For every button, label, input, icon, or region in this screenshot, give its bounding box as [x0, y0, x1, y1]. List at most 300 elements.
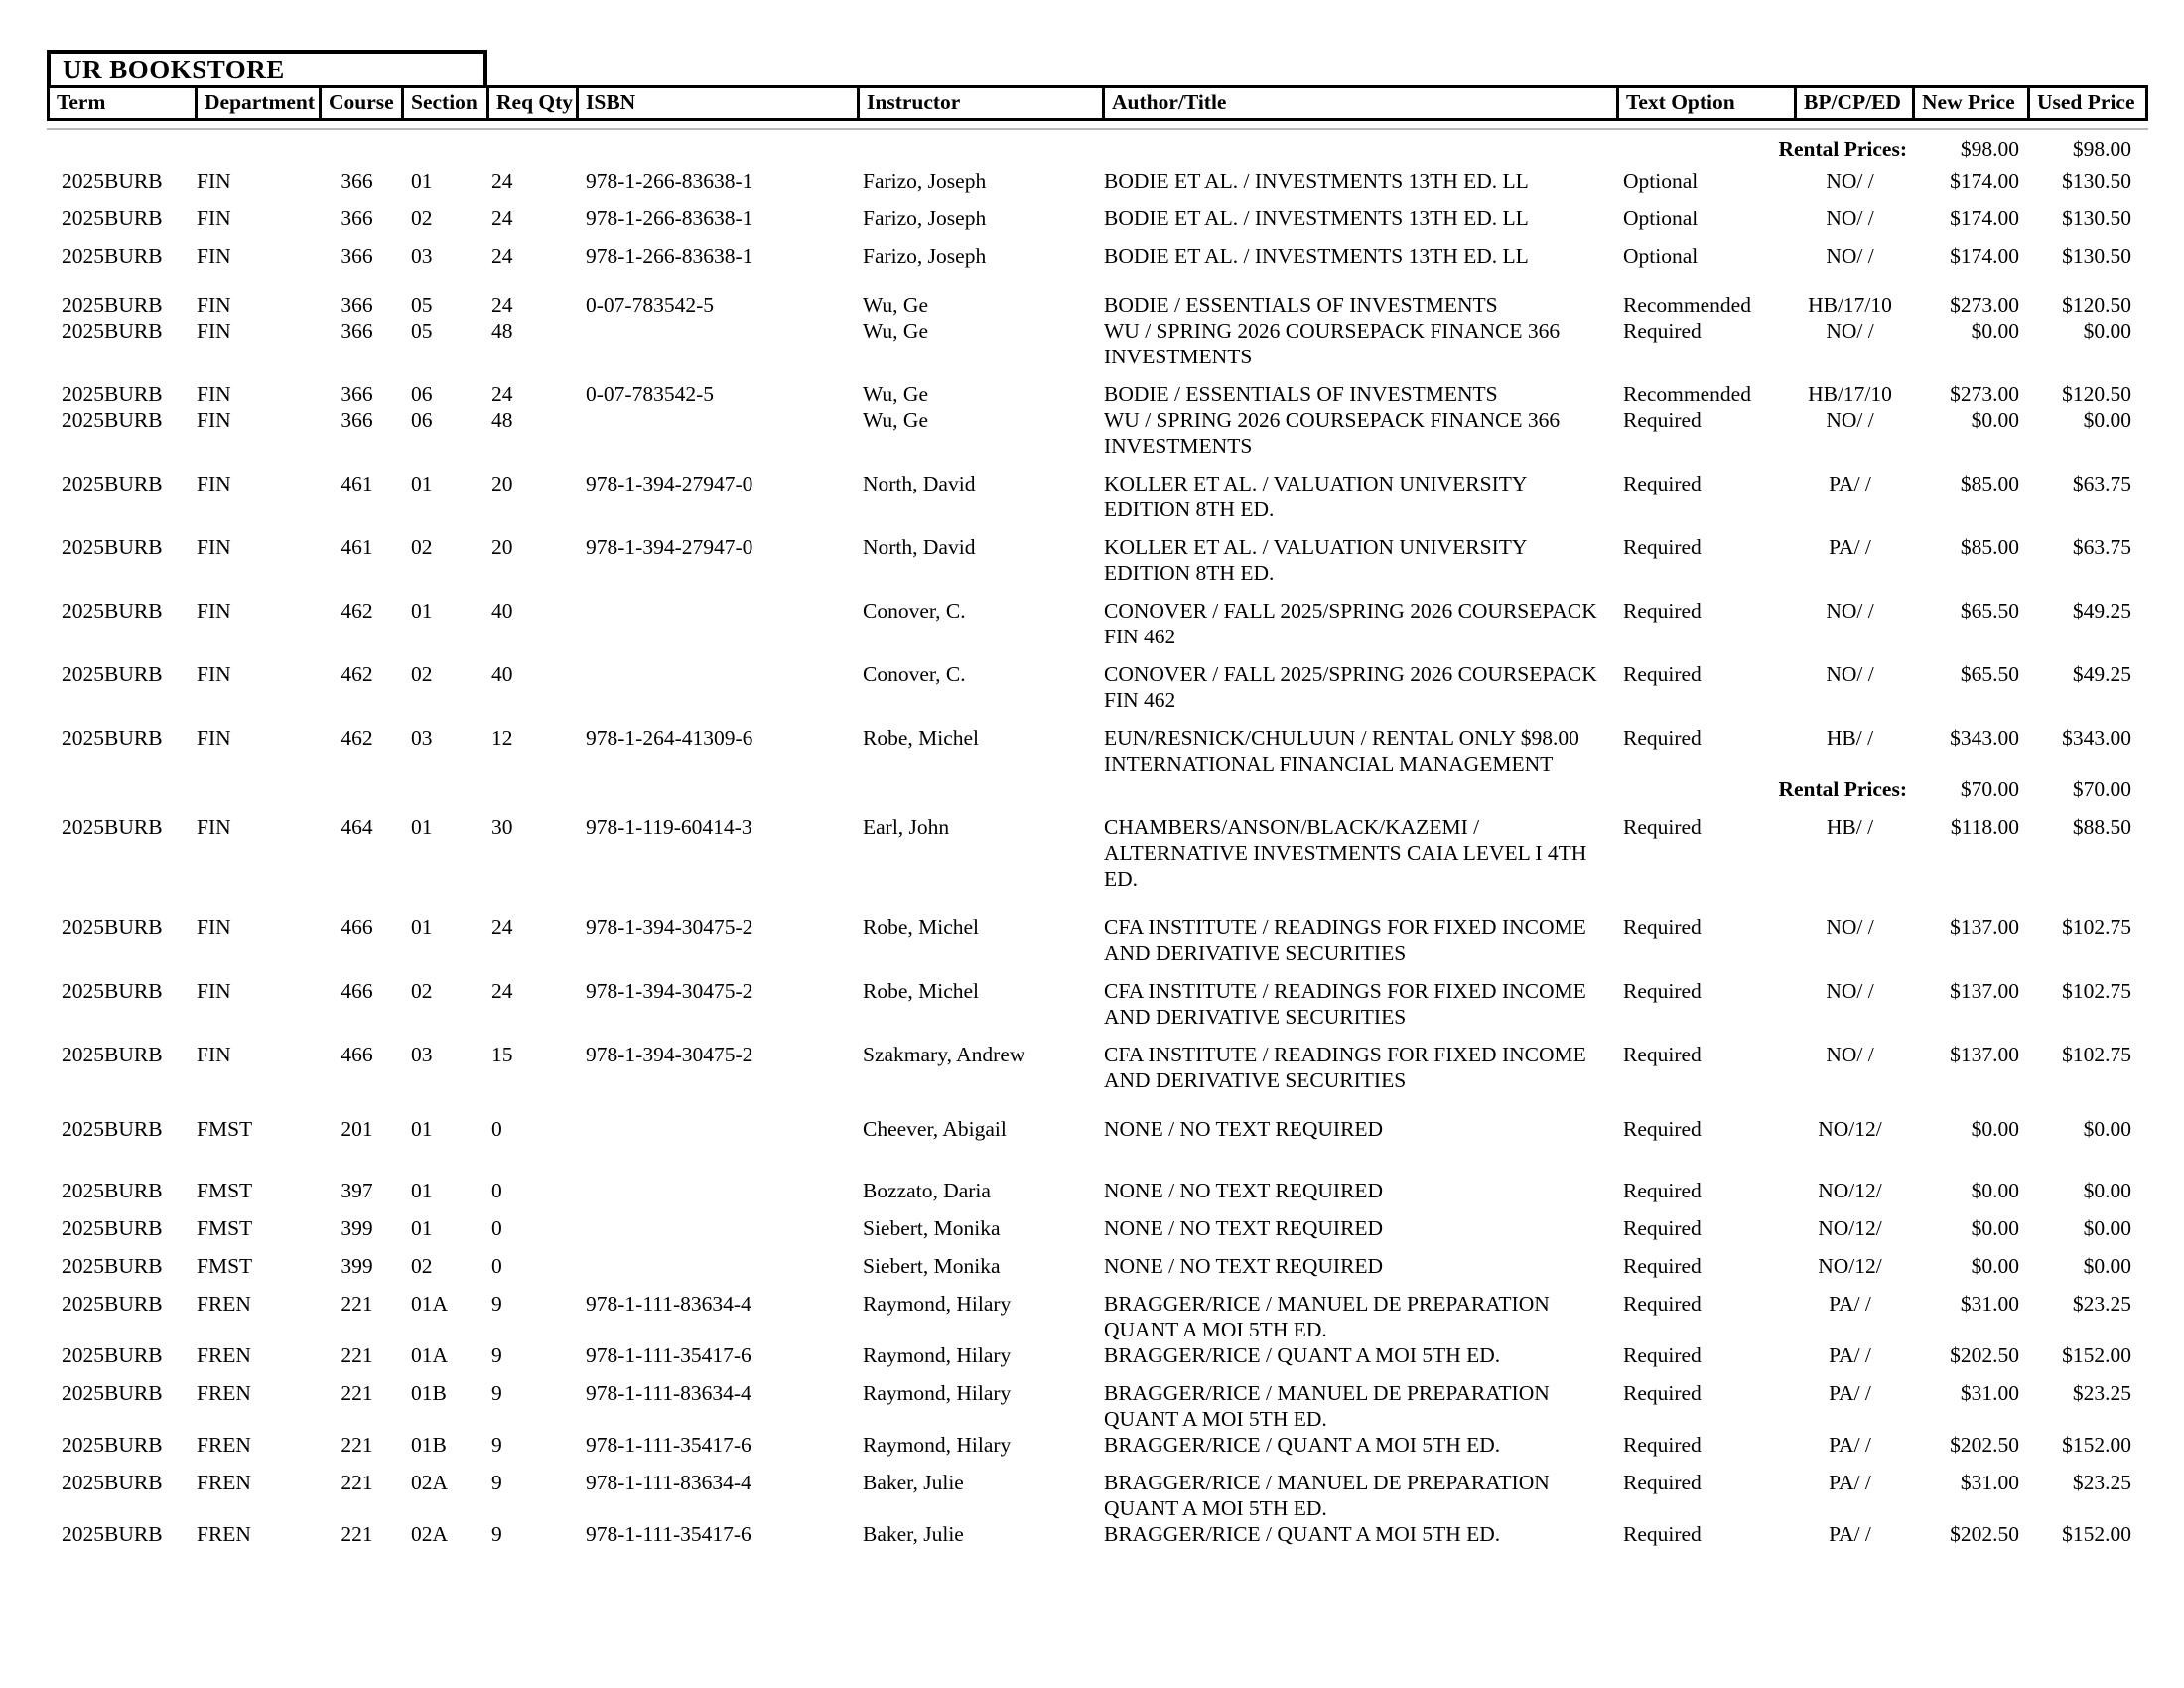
cell-isbn	[573, 661, 854, 713]
cell-course: 221	[341, 1522, 373, 1546]
course-group	[47, 381, 2148, 459]
cell-course: 221	[341, 1471, 373, 1494]
cell-qty: 0	[491, 1179, 502, 1202]
cell-used: $0.00	[2083, 1216, 2131, 1240]
cell-isbn: 978-1-394-27947-0	[586, 535, 753, 559]
cell-qty: 24	[491, 244, 513, 268]
cell-option: Required	[1623, 1381, 1702, 1405]
column-header-isbn: ISBN	[576, 88, 857, 118]
cell-instructor: Earl, John	[863, 815, 950, 839]
cell-new: $0.00	[1971, 319, 2019, 343]
cell-option: Required	[1623, 535, 1702, 559]
course-group	[47, 136, 2148, 162]
cell-bp: NO/ /	[1826, 662, 1874, 686]
book-row	[47, 1215, 2148, 1241]
cell-option: Required	[1623, 408, 1702, 432]
cell-term: 2025BURB	[62, 207, 163, 230]
cell-course: 399	[341, 1216, 373, 1240]
cell-bp: NO/ /	[1826, 1043, 1874, 1066]
cell-new: $118.00	[1950, 815, 2019, 839]
cell-dept: FMST	[197, 1216, 253, 1240]
cell-used: $23.25	[2072, 1471, 2131, 1494]
cell-term: 2025BURB	[62, 979, 163, 1003]
column-header-new-price: New Price	[1912, 88, 2027, 118]
cell-dept: FIN	[197, 244, 231, 268]
book-row	[47, 1470, 2148, 1521]
cell-option: Required	[1623, 662, 1702, 686]
cell-title: WU / SPRING 2026 COURSEPACK FINANCE 366 INVESTMENTS	[1104, 319, 1561, 368]
cell-dept: FIN	[197, 815, 231, 839]
cell-term: 2025BURB	[62, 1381, 163, 1405]
cell-section: 01	[411, 472, 433, 495]
course-group	[47, 1380, 2148, 1458]
cell-qty: 9	[491, 1471, 502, 1494]
cell-used: $102.75	[2062, 915, 2131, 939]
book-row	[47, 243, 2148, 269]
cell-qty: 0	[491, 1117, 502, 1141]
course-group	[47, 776, 2148, 802]
cell-course: 462	[341, 726, 373, 750]
cell-bp: PA/ /	[1829, 1471, 1871, 1494]
cell-course: 466	[341, 1043, 373, 1066]
cell-instructor: Robe, Michel	[863, 726, 980, 750]
cell-used: $0.00	[2083, 319, 2131, 343]
cell-isbn: 978-1-266-83638-1	[586, 207, 753, 230]
cell-title: KOLLER ET AL. / VALUATION UNIVERSITY EDITION 8TH ED.	[1104, 472, 1527, 521]
cell-dept: FMST	[197, 1117, 253, 1141]
cell-bp: PA/ /	[1829, 1292, 1871, 1316]
cell-course: 366	[341, 382, 373, 406]
cell-new: $85.00	[1960, 535, 2019, 559]
cell-option: Required	[1623, 1043, 1702, 1066]
cell-used: $152.00	[2062, 1433, 2131, 1457]
cell-title: CONOVER / FALL 2025/SPRING 2026 COURSEPACK FIN 462	[1104, 599, 1597, 648]
cell-instructor: Robe, Michel	[863, 915, 980, 939]
cell-option: Required	[1623, 1117, 1702, 1141]
cell-instructor: Baker, Julie	[863, 1471, 964, 1494]
cell-isbn: 978-1-264-41309-6	[586, 726, 753, 750]
cell-dept: FIN	[197, 293, 231, 317]
cell-bp: NO/12/	[1818, 1117, 1882, 1141]
course-group	[47, 1178, 2148, 1203]
cell-new: $174.00	[1950, 169, 2019, 193]
cell-qty: 20	[491, 535, 513, 559]
course-group	[47, 471, 2148, 522]
cell-bp: NO/ /	[1826, 599, 1874, 623]
cell-section: 02	[411, 207, 433, 230]
cell-bp: PA/ /	[1829, 1381, 1871, 1405]
cell-section: 01	[411, 599, 433, 623]
cell-instructor: Siebert, Monika	[863, 1216, 1001, 1240]
cell-section: 01	[411, 1117, 433, 1141]
cell-section: 01	[411, 1179, 433, 1202]
cell-title: CFA INSTITUTE / READINGS FOR FIXED INCOME AND DERIVATIVE SECURITIES	[1104, 1043, 1586, 1092]
cell-dept: FREN	[197, 1343, 251, 1367]
cell-isbn: 978-1-394-27947-0	[586, 472, 753, 495]
cell-used: $152.00	[2062, 1343, 2131, 1367]
course-group	[47, 1116, 2148, 1142]
cell-course: 462	[341, 662, 373, 686]
cell-qty: 9	[491, 1433, 502, 1457]
cell-isbn: 0-07-783542-5	[586, 293, 714, 317]
cell-instructor: Raymond, Hilary	[863, 1433, 1012, 1457]
cell-new: $85.00	[1960, 472, 2019, 495]
cell-section: 01	[411, 169, 433, 193]
cell-isbn: 978-1-394-30475-2	[586, 915, 753, 939]
rental-prices-row	[47, 136, 2148, 162]
cell-new: $343.00	[1950, 726, 2019, 750]
cell-dept: FREN	[197, 1522, 251, 1546]
cell-instructor: Bozzato, Daria	[863, 1179, 991, 1202]
cell-isbn	[573, 1178, 854, 1203]
cell-qty: 0	[491, 1216, 502, 1240]
cell-bp: NO/ /	[1826, 915, 1874, 939]
cell-term: 2025BURB	[62, 472, 163, 495]
course-group	[47, 725, 2148, 776]
cell-isbn: 978-1-266-83638-1	[586, 244, 753, 268]
cell-new: $0.00	[1971, 1216, 2019, 1240]
cell-bp: PA/ /	[1829, 1343, 1871, 1367]
cell-rental-new-price: $70.00	[1960, 777, 2019, 801]
cell-option: Required	[1623, 726, 1702, 750]
cell-qty: 24	[491, 169, 513, 193]
cell-title: CHAMBERS/ANSON/BLACK/KAZEMI / ALTERNATIVE INVESTMENTS CAIA LEVEL I 4TH ED.	[1104, 815, 1587, 891]
cell-option: Required	[1623, 1471, 1702, 1494]
cell-bp: HB/ /	[1826, 815, 1874, 839]
cell-new: $31.00	[1960, 1471, 2019, 1494]
course-group	[47, 1042, 2148, 1093]
rental-prices-row	[47, 776, 2148, 802]
cell-dept: FIN	[197, 599, 231, 623]
course-group	[47, 661, 2148, 713]
course-group	[47, 292, 2148, 369]
cell-option: Required	[1623, 599, 1702, 623]
cell-option: Recommended	[1623, 293, 1751, 317]
cell-instructor: Wu, Ge	[863, 293, 929, 317]
cell-bp: NO/12/	[1818, 1254, 1882, 1278]
book-row	[47, 381, 2148, 407]
cell-isbn	[573, 318, 854, 369]
book-row	[47, 206, 2148, 231]
cell-qty: 0	[491, 1254, 502, 1278]
cell-bp: PA/ /	[1829, 1433, 1871, 1457]
cell-section: 06	[411, 408, 433, 432]
cell-isbn	[573, 1215, 854, 1241]
cell-bp: HB/17/10	[1808, 382, 1892, 406]
cell-title: BODIE ET AL. / INVESTMENTS 13TH ED. LL	[1104, 244, 1529, 268]
cell-dept: FREN	[197, 1471, 251, 1494]
cell-term: 2025BURB	[62, 535, 163, 559]
cell-qty: 30	[491, 815, 513, 839]
table-header-row	[47, 85, 2148, 121]
cell-term: 2025BURB	[62, 293, 163, 317]
cell-term: 2025BURB	[62, 408, 163, 432]
cell-section: 02A	[411, 1471, 449, 1494]
cell-option: Required	[1623, 1292, 1702, 1316]
cell-bp: HB/ /	[1826, 726, 1874, 750]
cell-course: 366	[341, 293, 373, 317]
cell-section: 03	[411, 726, 433, 750]
cell-qty: 24	[491, 979, 513, 1003]
cell-course: 366	[341, 207, 373, 230]
cell-used: $0.00	[2083, 408, 2131, 432]
cell-new: $174.00	[1950, 244, 2019, 268]
cell-new: $137.00	[1950, 979, 2019, 1003]
cell-instructor: Baker, Julie	[863, 1522, 964, 1546]
cell-bp: NO/ /	[1826, 207, 1874, 230]
cell-option: Required	[1623, 319, 1702, 343]
cell-term: 2025BURB	[62, 1343, 163, 1367]
cell-course: 366	[341, 408, 373, 432]
cell-new: $202.50	[1950, 1343, 2019, 1367]
cell-section: 05	[411, 293, 433, 317]
cell-qty: 24	[491, 293, 513, 317]
cell-used: $152.00	[2062, 1522, 2131, 1546]
cell-term: 2025BURB	[62, 1043, 163, 1066]
book-row	[47, 1116, 2148, 1142]
course-group	[47, 914, 2148, 966]
cell-course: 221	[341, 1292, 373, 1316]
cell-term: 2025BURB	[62, 382, 163, 406]
cell-dept: FIN	[197, 319, 231, 343]
cell-instructor: North, David	[863, 472, 976, 495]
cell-course: 201	[341, 1117, 373, 1141]
course-group	[47, 206, 2148, 231]
cell-isbn: 978-1-111-83634-4	[586, 1471, 751, 1494]
cell-term: 2025BURB	[62, 599, 163, 623]
cell-bp: PA/ /	[1829, 535, 1871, 559]
cell-term: 2025BURB	[62, 1179, 163, 1202]
book-row	[47, 168, 2148, 194]
book-row	[47, 598, 2148, 649]
cell-title: BODIE ET AL. / INVESTMENTS 13TH ED. LL	[1104, 207, 1529, 230]
cell-new: $273.00	[1950, 382, 2019, 406]
column-header-bp-cp-ed: BP/CP/ED	[1794, 88, 1912, 118]
book-row	[47, 1253, 2148, 1279]
cell-term: 2025BURB	[62, 319, 163, 343]
cell-term: 2025BURB	[62, 915, 163, 939]
cell-title: KOLLER ET AL. / VALUATION UNIVERSITY EDITION 8TH ED.	[1104, 535, 1527, 585]
cell-section: 01A	[411, 1343, 449, 1367]
cell-course: 466	[341, 915, 373, 939]
cell-section: 02	[411, 662, 433, 686]
cell-option: Required	[1623, 1254, 1702, 1278]
cell-isbn: 978-1-394-30475-2	[586, 979, 753, 1003]
cell-section: 03	[411, 1043, 433, 1066]
cell-term: 2025BURB	[62, 815, 163, 839]
cell-option: Required	[1623, 1433, 1702, 1457]
cell-instructor: Raymond, Hilary	[863, 1343, 1012, 1367]
cell-section: 01	[411, 915, 433, 939]
book-row	[47, 292, 2148, 318]
course-group	[47, 978, 2148, 1030]
report-title-box	[47, 50, 487, 85]
cell-title: BRAGGER/RICE / QUANT A MOI 5TH ED.	[1104, 1522, 1501, 1546]
cell-bp: NO/ /	[1826, 319, 1874, 343]
cell-used: $0.00	[2083, 1117, 2131, 1141]
cell-title: CFA INSTITUTE / READINGS FOR FIXED INCOME AND DERIVATIVE SECURITIES	[1104, 915, 1586, 965]
report-title: UR BOOKSTORE	[63, 54, 285, 84]
cell-new: $273.00	[1950, 293, 2019, 317]
book-row	[47, 661, 2148, 713]
header-underline	[47, 128, 2148, 130]
cell-new: $0.00	[1971, 1117, 2019, 1141]
book-row	[47, 407, 2148, 459]
cell-course: 462	[341, 599, 373, 623]
cell-section: 01B	[411, 1381, 447, 1405]
cell-title: BRAGGER/RICE / MANUEL DE PREPARATION QUANT A MOI 5TH ED.	[1104, 1292, 1550, 1341]
cell-course: 366	[341, 244, 373, 268]
cell-bp: NO/ /	[1826, 408, 1874, 432]
cell-qty: 40	[491, 662, 513, 686]
cell-course: 366	[341, 169, 373, 193]
cell-term: 2025BURB	[62, 1117, 163, 1141]
cell-option: Required	[1623, 1522, 1702, 1546]
cell-isbn	[573, 598, 854, 649]
cell-new: $65.50	[1960, 599, 2019, 623]
cell-dept: FREN	[197, 1433, 251, 1457]
cell-course: 366	[341, 319, 373, 343]
cell-option: Optional	[1623, 244, 1699, 268]
cell-course: 464	[341, 815, 373, 839]
cell-dept: FIN	[197, 726, 231, 750]
cell-title: NONE / NO TEXT REQUIRED	[1104, 1254, 1384, 1278]
cell-title: BODIE / ESSENTIALS OF INVESTMENTS	[1104, 382, 1498, 406]
cell-used: $88.50	[2072, 815, 2131, 839]
cell-bp: NO/ /	[1826, 979, 1874, 1003]
cell-bp: PA/ /	[1829, 472, 1871, 495]
cell-section: 05	[411, 319, 433, 343]
cell-option: Optional	[1623, 169, 1699, 193]
column-header-instructor: Instructor	[857, 88, 1102, 118]
cell-section: 02	[411, 535, 433, 559]
cell-term: 2025BURB	[62, 244, 163, 268]
cell-instructor: Siebert, Monika	[863, 1254, 1001, 1278]
cell-option: Required	[1623, 815, 1702, 839]
book-row	[47, 534, 2148, 586]
cell-section: 02	[411, 979, 433, 1003]
course-group	[47, 168, 2148, 194]
course-group	[47, 1253, 2148, 1279]
cell-rental-used-price: $70.00	[2072, 777, 2131, 801]
cell-title: CFA INSTITUTE / READINGS FOR FIXED INCOME AND DERIVATIVE SECURITIES	[1104, 979, 1586, 1029]
cell-dept: FIN	[197, 662, 231, 686]
cell-used: $49.25	[2072, 599, 2131, 623]
table-body	[47, 136, 2148, 1547]
cell-course: 461	[341, 535, 373, 559]
cell-dept: FIN	[197, 169, 231, 193]
cell-new: $202.50	[1950, 1522, 2019, 1546]
cell-used: $23.25	[2072, 1381, 2131, 1405]
cell-isbn: 978-1-111-35417-6	[586, 1343, 751, 1367]
cell-used: $102.75	[2062, 979, 2131, 1003]
column-header-course: Course	[319, 88, 401, 118]
cell-new: $0.00	[1971, 1179, 2019, 1202]
cell-option: Required	[1623, 915, 1702, 939]
cell-title: BRAGGER/RICE / QUANT A MOI 5TH ED.	[1104, 1433, 1501, 1457]
cell-qty: 20	[491, 472, 513, 495]
cell-instructor: Raymond, Hilary	[863, 1381, 1012, 1405]
cell-title: EUN/RESNICK/CHULUUN / RENTAL ONLY $98.00 INTERNATIONAL FINANCIAL MANAGEMENT	[1104, 726, 1579, 775]
cell-isbn: 978-1-119-60414-3	[586, 815, 752, 839]
cell-new: $0.00	[1971, 1254, 2019, 1278]
cell-qty: 9	[491, 1522, 502, 1546]
cell-option: Required	[1623, 1216, 1702, 1240]
cell-isbn: 0-07-783542-5	[586, 382, 714, 406]
cell-new: $202.50	[1950, 1433, 2019, 1457]
course-group	[47, 1291, 2148, 1368]
book-row	[47, 978, 2148, 1030]
cell-bp: NO/12/	[1818, 1216, 1882, 1240]
rental-prices-label: Rental Prices:	[1778, 777, 1907, 801]
cell-instructor: Farizo, Joseph	[863, 244, 987, 268]
column-header-used-price: Used Price	[2027, 88, 2145, 118]
cell-isbn	[573, 1116, 854, 1142]
cell-course: 397	[341, 1179, 373, 1202]
cell-dept: FIN	[197, 472, 231, 495]
cell-section: 03	[411, 244, 433, 268]
cell-section: 02	[411, 1254, 433, 1278]
book-row	[47, 1432, 2148, 1458]
cell-instructor: Raymond, Hilary	[863, 1292, 1012, 1316]
cell-used: $130.50	[2062, 244, 2131, 268]
cell-qty: 48	[491, 319, 513, 343]
cell-used: $343.00	[2062, 726, 2131, 750]
cell-isbn: 978-1-111-35417-6	[586, 1433, 751, 1457]
cell-dept: FIN	[197, 1043, 231, 1066]
cell-option: Required	[1623, 1343, 1702, 1367]
cell-title: BODIE / ESSENTIALS OF INVESTMENTS	[1104, 293, 1498, 317]
cell-course: 466	[341, 979, 373, 1003]
cell-new: $137.00	[1950, 915, 2019, 939]
cell-instructor: Farizo, Joseph	[863, 207, 987, 230]
cell-course: 221	[341, 1343, 373, 1367]
cell-used: $63.75	[2072, 472, 2131, 495]
cell-option: Required	[1623, 1179, 1702, 1202]
course-group	[47, 598, 2148, 649]
cell-used: $120.50	[2062, 293, 2131, 317]
cell-dept: FIN	[197, 408, 231, 432]
cell-new: $31.00	[1960, 1381, 2019, 1405]
cell-isbn: 978-1-111-35417-6	[586, 1522, 751, 1546]
cell-new: $31.00	[1960, 1292, 2019, 1316]
cell-term: 2025BURB	[62, 169, 163, 193]
cell-dept: FIN	[197, 979, 231, 1003]
cell-instructor: Robe, Michel	[863, 979, 980, 1003]
cell-dept: FIN	[197, 207, 231, 230]
cell-instructor: Szakmary, Andrew	[863, 1043, 1025, 1066]
cell-instructor: Wu, Ge	[863, 408, 929, 432]
cell-title: NONE / NO TEXT REQUIRED	[1104, 1216, 1384, 1240]
cell-qty: 24	[491, 382, 513, 406]
book-row	[47, 1380, 2148, 1432]
course-group	[47, 243, 2148, 269]
cell-option: Optional	[1623, 207, 1699, 230]
cell-qty: 24	[491, 915, 513, 939]
cell-isbn	[573, 1253, 854, 1279]
cell-instructor: Wu, Ge	[863, 382, 929, 406]
cell-term: 2025BURB	[62, 1433, 163, 1457]
cell-term: 2025BURB	[62, 1522, 163, 1546]
cell-bp: PA/ /	[1829, 1522, 1871, 1546]
cell-isbn: 978-1-111-83634-4	[586, 1381, 751, 1405]
cell-dept: FREN	[197, 1381, 251, 1405]
cell-new: $65.50	[1960, 662, 2019, 686]
cell-instructor: Conover, C.	[863, 662, 966, 686]
cell-isbn: 978-1-111-83634-4	[586, 1292, 751, 1316]
cell-course: 461	[341, 472, 373, 495]
cell-instructor: Cheever, Abigail	[863, 1117, 1007, 1141]
